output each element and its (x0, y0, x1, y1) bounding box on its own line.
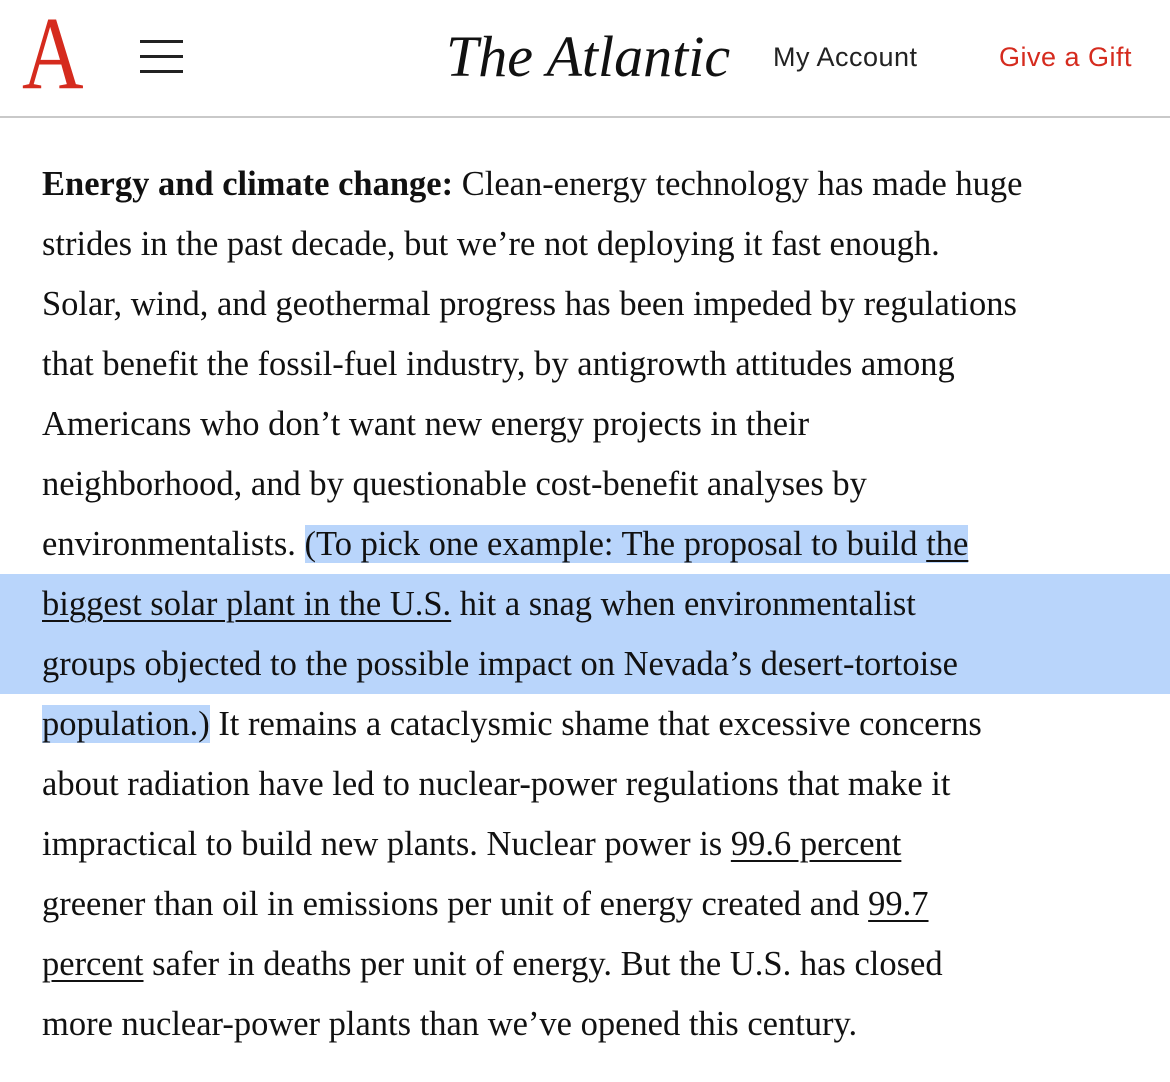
text-line (42, 874, 1162, 934)
nuclear-emissions-link[interactable]: 99.6 percent (730, 825, 902, 863)
hamburger-menu-icon[interactable] (140, 40, 183, 74)
nuclear-safety-link[interactable]: percent (42, 945, 144, 983)
text-line (42, 394, 1162, 454)
section-lead-in: Energy and climate change: (42, 165, 454, 203)
site-header (0, 0, 1170, 118)
text-run: impractical to build new plants. Nuclear power is (42, 825, 731, 863)
text-run: (To pick one example: The proposal to build (304, 525, 927, 563)
text-run: Clean-energy technology has made huge (453, 165, 1023, 203)
selected-text: population.) (42, 705, 210, 743)
biggest-solar-plant-link[interactable]: biggest solar plant in the U.S. (42, 585, 452, 623)
nuclear-safety-link[interactable]: 99.7 (868, 885, 929, 923)
text-line (42, 694, 1162, 754)
text-run: groups objected to the possible impact on Nevada’s desert-tortoise (42, 645, 958, 683)
text-run: hit a snag when environmentalist (451, 585, 916, 623)
text-run: greener than oil in emissions per unit of energy created and (42, 885, 869, 923)
text-line (42, 274, 1162, 334)
text-line (42, 814, 1162, 874)
biggest-solar-plant-link[interactable]: the (926, 525, 969, 563)
my-account-link[interactable]: My Account (773, 42, 918, 72)
text-run: safer in deaths per unit of energy. But the U.S. has closed (143, 945, 943, 983)
text-line (42, 334, 1162, 394)
text-line (42, 754, 1162, 814)
text-run: environmentalists. (42, 525, 305, 563)
text-line (42, 634, 1162, 694)
text-line (42, 514, 1162, 574)
text-run: Solar, wind, and geothermal progress has been impeded by regulations (42, 285, 1017, 323)
give-a-gift-link[interactable]: Give a Gift (999, 42, 1133, 72)
text-line (42, 214, 1162, 274)
text-line (42, 934, 1162, 994)
selected-text (305, 525, 969, 563)
text-run: more nuclear-power plants than we’ve opened this century. (42, 1005, 858, 1043)
text-run: about radiation have led to nuclear-power regulations that make it (42, 765, 951, 803)
text-run: strides in the past decade, but we’re not deploying it fast enough. (42, 225, 940, 263)
text-run: neighborhood, and by questionable cost-benefit analyses by (42, 465, 867, 503)
text-line (42, 454, 1162, 514)
masthead-title[interactable]: The Atlantic (446, 24, 731, 89)
text-run: that benefit the fossil-fuel industry, by antigrowth attitudes among (42, 345, 955, 383)
atlantic-logo[interactable]: A (22, 0, 84, 111)
text-run: It remains a cataclysmic shame that excessive concerns (209, 705, 982, 743)
text-run: Americans who don’t want new energy projects in their (42, 405, 810, 443)
article-body (42, 154, 1162, 1054)
text-line (42, 154, 1162, 214)
text-line (42, 994, 1162, 1054)
text-line (42, 574, 1162, 634)
